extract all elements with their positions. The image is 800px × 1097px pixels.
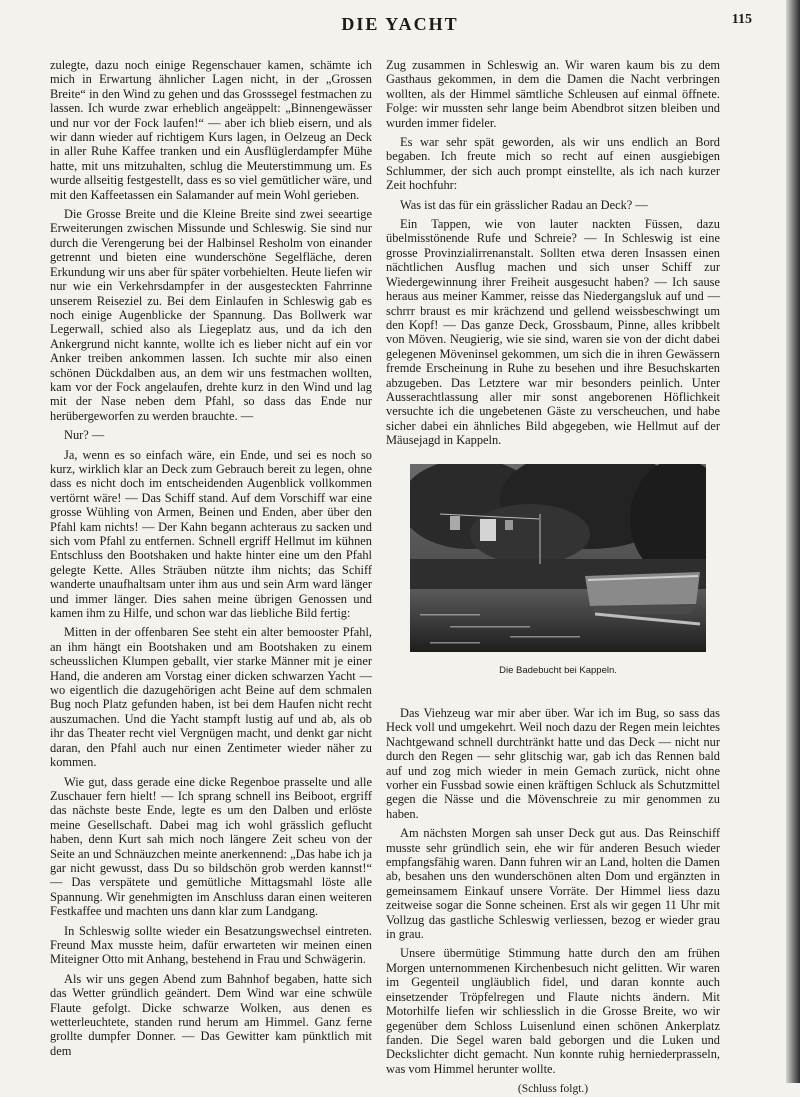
paragraph: Nur? —	[64, 428, 105, 443]
paragraph: Ein Tappen, wie von lauter nackten Füssen, dazu übelmisstönende Rufe und Schreie? — In Schleswig ist eine grosse Provinzialirrenanstalt. Sollten etwa deren Insassen einen nächtlichen Ausflug machen und sich unser Schiff zur Wiedergewinnung ihrer Freiheit ausgesucht haben? — Ich sause heraus aus meiner Kammer, reisse das Niedergangsluk auf und — schrrr braust es mir krächzend und gellend weissbeschwingt um den Kopf! — Das ganze Deck, Grossbaum, Pinne, alles kribbelt von Möven. Neugierig, wie sie sind, waren sie von der dicht dabei gelegenen Möveninsel gekommen, um sich die in ihren Gewässern fremde Erscheinung in Ruhe zu besehen und ihre Besuchskarten abzugeben. Das Letztere war mir besonders peinlich. Unter Ausserachtlassung aller mir sonst angeborenen Höflichkeit versuchte ich die ungebetenen Gäste zu verscheuchen, und habe sicher dabei ein ähnliches Bild abgegeben, wie Hellmut auf der Mäusejagd in Kappeln.	[386, 217, 720, 448]
figure-caption: Die Badebucht bei Kappeln.	[499, 664, 617, 676]
page-edge-shadow	[786, 0, 800, 1083]
paragraph: Es war sehr spät geworden, als wir uns endlich an Bord begaben. Ich freute mich so recht auf einen ausgiebigen Schlummer, der sich auch prompt einstellte, als ich nach kurzer Zeit hochfuhr:	[386, 135, 720, 193]
left-column	[50, 58, 372, 1063]
paragraph: Das Viehzeug war mir aber über. War ich im Bug, so sass das Heck voll und umgekehrt. Weil noch dazu der Regen mein leichtes Nachtgewand schnell durchtränkt hatte und das Deck — nicht nur durch den Regen — sehr glitschig war, gab ich das Rennen bald auf und zog mich wieder in mein Gemach zurück, nicht ohne vorher ein Fussbad sowie einen kräftigen Schluck als Schutzmittel gegen die Nässe und die Mövenschreie zu mir genommen zu haben.	[386, 705, 720, 821]
page-number: 115	[731, 12, 752, 27]
page-header	[40, 6, 760, 34]
paragraph: Die Grosse Breite und die Kleine Breite sind zwei seeartige Erweiterungen zwischen Missunde und Schleswig. Sie sind nur durch die Verengerung bei der Halbinsel Resholm von einander getrennt und bieten eine wunderschöne Segelfläche, deren Erkundung wir uns aber für später vorbehielten. Heute liefen wir nur wie ein Verkehrsdampfer in der ausgesteckten Fahrrinne unserem Reiseziel zu. Bei dem Einlaufen in Schleswig gab es noch einige Augenblicke der Spannung. Das Bollwerk war Legerwall, schied also als Liegeplatz aus, und da ich den Ankergrund nicht kannte, wollte ich es lieber nicht auf ein vor Anker treiben ankommen lassen. Ich suchte mir also einen schönen Dückdalben aus, an dem wir uns festmachen wollten, kam vor der Fock angelaufen, drehte kurz in den Wind und lag mit der Nase neben dem Pfahl, so dass das Ende nur herübergeworfen zu werden brauchte. —	[50, 207, 372, 423]
paragraph: Wie gut, dass gerade eine dicke Regenboe prasselte und alle Zuschauer fern hielt! — Ich sprang schnell ins Beiboot, ergriff das nächste beste Ende, legte es um den Dalben und erlöste meine Gesellschaft. Dabei mag ich wohl grässlich geflucht haben, denn Kurt sah mich noch längere Zeit scheu von der Seite an und Schnäuzchen meinte anerkennend: „Das habe ich ja gar nicht gewusst, dass Du so bildschön grob werden kannst!“ — Das verspätete und gemütliche Mittagsmahl löste alle Spannung. Wir genehmigten im Anschluss daran einen weiteren Festkaffee und machten uns dann klar zum Landgang.	[50, 774, 372, 919]
paragraph: Zug zusammen in Schleswig an. Wir waren kaum bis zu dem Gasthaus gekommen, in dem die Damen die Nacht verbringen wollten, als der Himmel sämtliche Schleusen auf einmal öffnete. Folge: wir mussten sehr lange beim Abendbrot sitzen bleiben und wurden immer fideler.	[386, 58, 720, 130]
journal-title: DIE YACHT	[341, 14, 459, 34]
paragraph: Mitten in der offenbaren See steht ein alter bemooster Pfahl, an ihm hängt ein Bootshaken und am Bootshaken zu einem scheusslichen Klumpen geballt, vier starke Männer mit je einer Hand, die anderen am Vorstag einer dicken schwarzen Yacht — wo eigentlich die dazugehörigen acht Beine auf dem schmalen Bug noch Platz gefunden haben, ist bei dem Haufen nicht recht auszumachen. Und die Yacht stampft lustig auf und ab, als ob ihr das Theater recht viel Vergnügen macht, und denkt gar nicht daran, den Pfahl auch nur einen Zentimeter wieder näher zu kommen.	[50, 625, 372, 770]
paragraph: zulegte, dazu noch einige Regenschauer kamen, schämte ich mich in Erwartung ähnlicher Lagen nicht, in der „Grossen Breite“ in den Wind zu gehen und das Grosssegel festmachen zu lassen. Ich wurde zwar erheblich angeäppelt: „Binnengewässer und nur vor der Fock laufen!“ — aber ich blieb eisern, und als wir dann wieder auf richtigem Kurs lagen, in Oelzeug an Deck in aller Ruhe Kaffee tranken und ein Ausflüglerdampfer Mühe hatte, mit uns mitzuhalten, schlug die Meuterstimmung um. Es wurde allseitig festgestellt, dass es so viel gemütlicher wäre, und mit den Kaffeetassen ein Salamander auf mein Wohl gerieben.	[50, 58, 372, 202]
figure	[410, 464, 706, 678]
right-column	[386, 58, 720, 1096]
paragraph: Was ist das für ein grässlicher Radau an Deck? —	[400, 197, 648, 212]
paragraph: Unsere übermütige Stimmung hatte durch den am frühen Morgen unternommenen Kirchenbesuch nicht gelitten. Wir waren im Gegenteil ungläublich fidel, und daran konnte auch einsetzender Tröpfelregen und Flaute nichts ändern. Mit Motorhilfe liefen wir schliesslich in die Grosse Breite, wo wir gegenüber dem Schloss Luisenlund einen schönen Ankerplatz fanden. Die Segel waren bald geborgen und die Luken und Deckslichter dicht gemacht. Nun konnte ruhig herniederprasseln, was vom Himmel herunter wollte.	[386, 946, 720, 1076]
paragraph: In Schleswig sollte wieder ein Besatzungswechsel eintreten. Freund Max musste heim, dafür erwarteten wir meinen einen Miteigner Otto mit Anhang, bestehend in Frau und Schwägerin.	[50, 923, 372, 967]
paragraph: Als wir uns gegen Abend zum Bahnhof begaben, hatte sich das Wetter gründlich geändert. Dem Wind war eine schwüle Flaute gefolgt. Dicke schwarze Wolken, aus denen es wetterleuchtete, standen rund herum am Himmel. Ganz ferne grollte dumpfer Donner. — Das Gewitter kam pünktlich mit dem	[50, 971, 372, 1058]
paragraph: Am nächsten Morgen sah unser Deck gut aus. Das Reinschiff musste sehr gründlich sein, ehe wir für anderen Besuch wieder empfangsfähig waren. Dann fuhren wir an Land, holten die Damen ab, besahen uns den wunderschönen alten Dom und ergänzten in gemeinsamem Einkauf unsere Vorräte. Der Himmel liess dazu zeitweise sogar die Sonne scheinen. Erst als wir gegen 11 Uhr mit Vollzug das gastliche Schleswig verliessen, bezog er wieder grau in grau.	[386, 826, 720, 942]
to-be-continued-note: (Schluss folgt.)	[517, 1083, 589, 1096]
paragraph: Ja, wenn es so einfach wäre, ein Ende, und sei es noch so kurz, wirklich klar an Deck zum Gebrauch bereit zu legen, ohne dass es nicht doch im entscheidenden Augenblick vollkommen vertörnt wäre! — Das Schiff stand. Auf dem Vorschiff war eine grosse Wühling von Armen, Beinen und Enden, aber über den Pfahl kam nichts! — Der Kahn begann achteraus zu sacken und sich vom Pfahl zu entfernen. Schnell ergriff Hellmut im kühnen Entschluss den Bootshaken und hakte hinter eine um den Pfahl gelegte Kette. Alles Sträuben nützte ihm nichts; das Schiff wanderte unaufhaltsam unter ihm aus und sein Arm ward länger und immer länger. Dies sahen meine übrigen Genossen und kamen ihm zu Hilfe, und schon war das liebliche Bild fertig:	[50, 447, 372, 621]
photo-bathing-bay	[410, 464, 706, 652]
